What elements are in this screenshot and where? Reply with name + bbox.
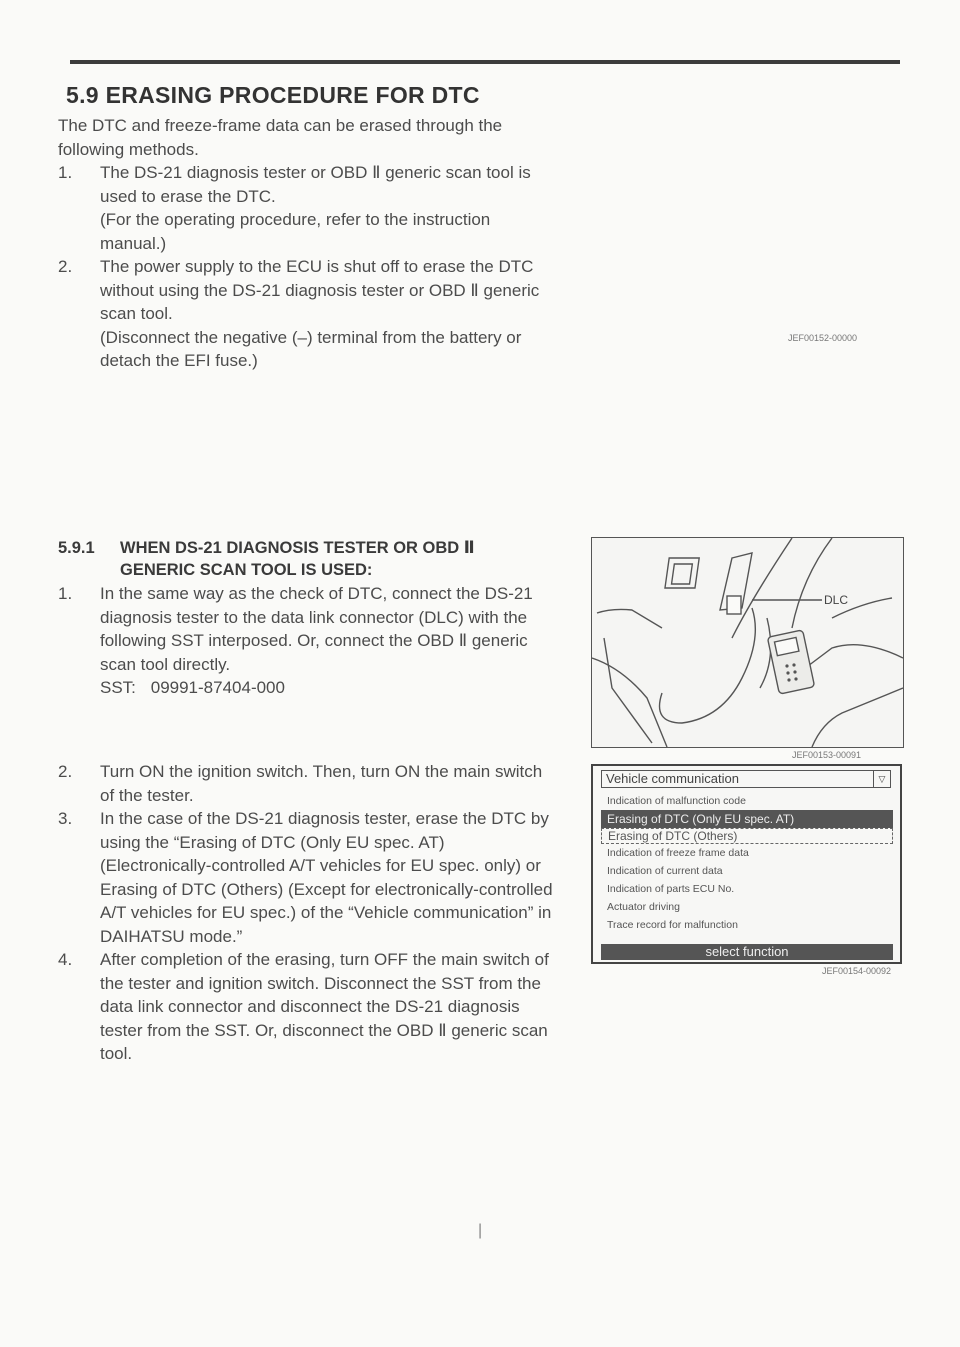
item-text: In the case of the DS-21 diagnosis tester, erase the DTC by using the “Erasing of DTC (Only EU spec. AT) (Electronically-controlled A/T vehicles for EU spec. only) or Erasing of DTC (Others) (Except for electronically-controlled A/T vehicles for EU spec.) of the “Vehicle communication” in DAIHATSU mode.” xyxy=(100,809,553,946)
subsection-number: 5.9.1 xyxy=(58,539,95,557)
list-item xyxy=(58,255,558,373)
section-title: 5.9 ERASING PROCEDURE FOR DTC xyxy=(66,82,480,108)
figure-ref-code: JEF00152-00000 xyxy=(788,333,858,343)
item-text: The power supply to the ECU is shut off to erase the DTC without using the DS-21 diagnosis tester or OBD Ⅱ generic scan tool. xyxy=(100,257,540,323)
figure-ref-code: JEF00153-00091 xyxy=(792,750,862,760)
function-list xyxy=(601,792,893,934)
sst-part-number: 09991-87404-000 xyxy=(150,678,285,697)
steps-list-part2 xyxy=(58,760,558,1066)
tester-screen xyxy=(591,764,902,964)
page-footer-mark: | xyxy=(478,1222,483,1239)
dlc-drawing xyxy=(592,538,903,747)
item-text: (Disconnect the negative (–) terminal from the battery or detach the EFI fuse.) xyxy=(100,327,522,370)
subsection-heading xyxy=(58,537,528,581)
item-text: The DS-21 diagnosis tester or OBD Ⅱ generic scan tool is used to erase the DTC. xyxy=(100,163,531,206)
item-number: 1. xyxy=(58,163,73,182)
steps-list-part1 xyxy=(58,582,558,700)
item-number: 4. xyxy=(58,950,73,969)
intro-list xyxy=(58,161,558,373)
item-text: (For the operating procedure, refer to the instruction manual.) xyxy=(100,210,491,253)
dlc-illustration xyxy=(591,537,904,748)
function-item: Indication of freeze frame data xyxy=(607,847,749,859)
function-item-focused: Erasing of DTC (Others) xyxy=(601,828,893,844)
sst-label: SST: xyxy=(100,678,136,697)
function-item: Indication of parts ECU No. xyxy=(607,883,735,895)
item-number: 3. xyxy=(58,809,73,828)
dlc-callout: DLC xyxy=(824,593,849,607)
item-text: After completion of the erasing, turn OFF the main switch of the tester and ignition switch. Disconnect the SST from the data link connector and disconnect the DS-21 diagnosis tester from the SST. Or, disconnect the OBD Ⅱ generic scan tool. xyxy=(100,950,549,1063)
intro-paragraph: The DTC and freeze-frame data can be erased through the following methods. xyxy=(58,116,503,159)
sst-line xyxy=(58,676,558,700)
intro-block xyxy=(58,114,558,373)
function-item: Trace record for malfunction xyxy=(607,919,738,931)
subsection-title: WHEN DS-21 DIAGNOSIS TESTER OR OBD Ⅱ GENERIC SCAN TOOL IS USED: xyxy=(120,539,475,579)
item-number: 2. xyxy=(58,762,73,781)
function-item: Indication of malfunction code xyxy=(607,795,746,807)
function-item-selected: Erasing of DTC (Only EU spec. AT) xyxy=(601,810,893,828)
function-item: Indication of current data xyxy=(607,865,723,877)
top-rule xyxy=(70,60,900,64)
list-item xyxy=(58,760,558,807)
item-number: 1. xyxy=(58,584,73,603)
item-number: 2. xyxy=(58,257,73,276)
screen-header-label: Vehicle communication xyxy=(606,771,739,786)
item-text: In the same way as the check of DTC, connect the DS-21 diagnosis tester to the data link connector (DLC) with the following SST interposed. Or, connect the OBD Ⅱ generic scan tool directly. xyxy=(100,584,533,674)
list-item xyxy=(58,807,558,948)
list-item xyxy=(58,161,558,255)
dropdown-arrow-icon: ▽ xyxy=(873,771,890,787)
screen-footer: select function xyxy=(601,944,893,960)
screen-header xyxy=(601,770,891,788)
figure-ref-code: JEF00154-00092 xyxy=(822,966,892,976)
function-item: Actuator driving xyxy=(607,901,680,913)
item-text: Turn ON the ignition switch. Then, turn ON the main switch of the tester. xyxy=(100,762,543,805)
list-item xyxy=(58,582,558,676)
list-item xyxy=(58,948,558,1066)
